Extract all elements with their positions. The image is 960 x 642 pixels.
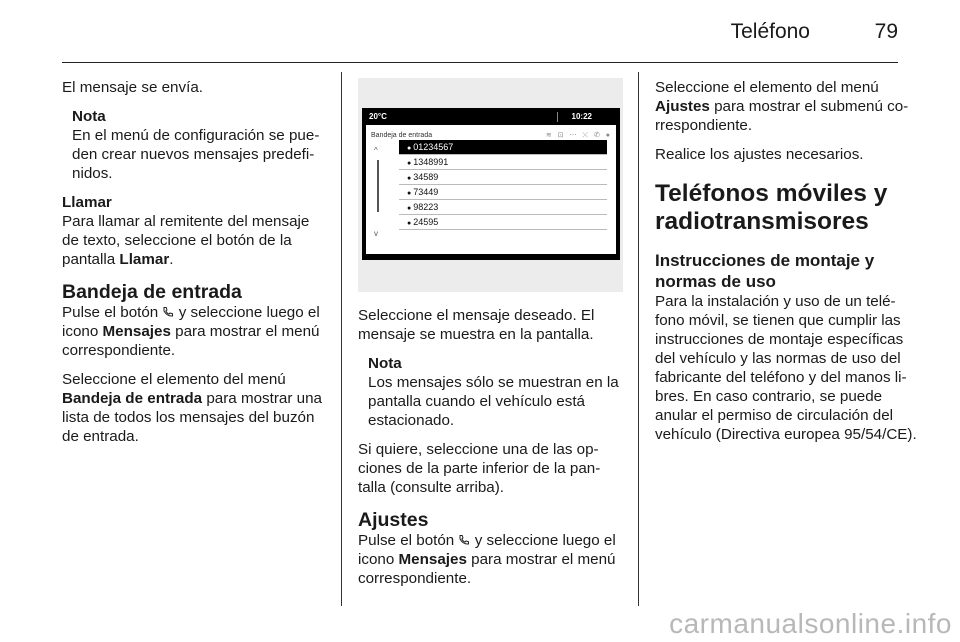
- scroll-up-icon[interactable]: ^: [374, 146, 378, 155]
- message-row[interactable]: ● 1348991: [399, 155, 607, 170]
- top-status-bar: [366, 111, 616, 123]
- inbox-title: Bandeja de entrada: [371, 132, 433, 139]
- message-row[interactable]: ● 01234567: [399, 140, 607, 155]
- message-row[interactable]: ● 24595: [399, 215, 607, 230]
- clock-readout: 10:22: [571, 112, 592, 121]
- message-icon: ●: [407, 205, 412, 212]
- paragraph: El mensaje se envía.: [62, 79, 203, 96]
- note-title: Nota: [368, 355, 402, 372]
- message-row[interactable]: ● 34589: [399, 170, 607, 185]
- paragraph: Realice los ajustes necesarios.: [655, 146, 864, 163]
- paragraph: Para la instalación y uso de un telé-fono móvil, se tienen que cumplir las instrucciones de montaje específicas del vehículo y las normas de uso del fabricante del teléfono y del manos li-bres. En caso contrario, se puede anular el permiso de circulación del vehículo (Directiva europea 95/54/CE).: [655, 293, 917, 443]
- page-number: 79: [874, 20, 898, 43]
- status-icons: ≋ ⊡ ⋯ ⤬ ✆ ●: [545, 132, 612, 139]
- message-icon: ●: [407, 175, 412, 182]
- message-row[interactable]: ● 73449: [399, 185, 607, 200]
- separator: [557, 112, 558, 122]
- message-icon: ●: [407, 145, 412, 152]
- note-title: Nota: [72, 108, 106, 125]
- column-1: [62, 78, 324, 456]
- phone-icon: [162, 306, 174, 318]
- column-divider: [638, 72, 639, 606]
- page-header: [62, 0, 898, 63]
- subsection-heading: Instrucciones de montaje y normas de uso: [655, 251, 875, 291]
- paragraph: Pulse el botón y seleccione luego el icono Mensajes para mostrar el menú correspondiente.: [62, 304, 320, 359]
- note-text: En el menú de configuración se pue-den crear nuevos mensajes predefi-nidos.: [72, 127, 320, 182]
- page-title: Teléfono: [730, 20, 810, 43]
- message-icon: ●: [407, 220, 412, 227]
- display-screen: [362, 108, 620, 260]
- chapter-heading: Teléfonos móviles y radiotransmisores: [655, 180, 888, 235]
- note-block: [72, 107, 324, 183]
- infotainment-screenshot: [358, 78, 623, 292]
- paragraph: Si quiere, seleccione una de las op-ciones de la parte inferior de la pan-talla (consulte arriba).: [358, 441, 601, 496]
- column-divider: [341, 72, 342, 606]
- paragraph: Para llamar al remitente del mensaje de texto, seleccione el botón de la pantalla Llamar.: [62, 213, 310, 268]
- paragraph: Seleccione el elemento del menú Bandeja de entrada para mostrar una lista de todos los mensajes del buzón de entrada.: [62, 371, 322, 445]
- message-row[interactable]: ● 98223: [399, 200, 607, 215]
- paragraph: Pulse el botón y seleccione luego el icono Mensajes para mostrar el menú correspondiente.: [358, 532, 616, 587]
- paragraph: Seleccione el mensaje deseado. El mensaje se muestra en la pantalla.: [358, 307, 595, 343]
- phone-icon: [458, 534, 470, 546]
- llamar-button-ref: Llamar: [119, 251, 170, 268]
- message-icon: ●: [407, 160, 412, 167]
- message-icon: ●: [407, 190, 412, 197]
- section-label-llamar: Llamar: [62, 194, 112, 211]
- section-heading-ajustes: Ajustes: [358, 509, 429, 531]
- watermark: carmanualsonline.info: [669, 608, 952, 639]
- inbox-panel: [366, 125, 616, 254]
- column-2: [358, 78, 623, 598]
- scroll-down-icon[interactable]: v: [374, 229, 378, 238]
- message-list: [399, 140, 607, 230]
- paragraph: Seleccione el elemento del menú Ajustes para mostrar el submenú co-rrespondiente.: [655, 79, 909, 134]
- temperature-readout: 20°C: [369, 112, 387, 121]
- section-heading-bandeja: Bandeja de entrada: [62, 281, 242, 303]
- note-text: Los mensajes sólo se muestran en la pantalla cuando el vehículo está estacionado.: [368, 374, 619, 429]
- note-block: [368, 354, 623, 430]
- column-3: [655, 78, 921, 454]
- scrollbar[interactable]: [377, 160, 379, 212]
